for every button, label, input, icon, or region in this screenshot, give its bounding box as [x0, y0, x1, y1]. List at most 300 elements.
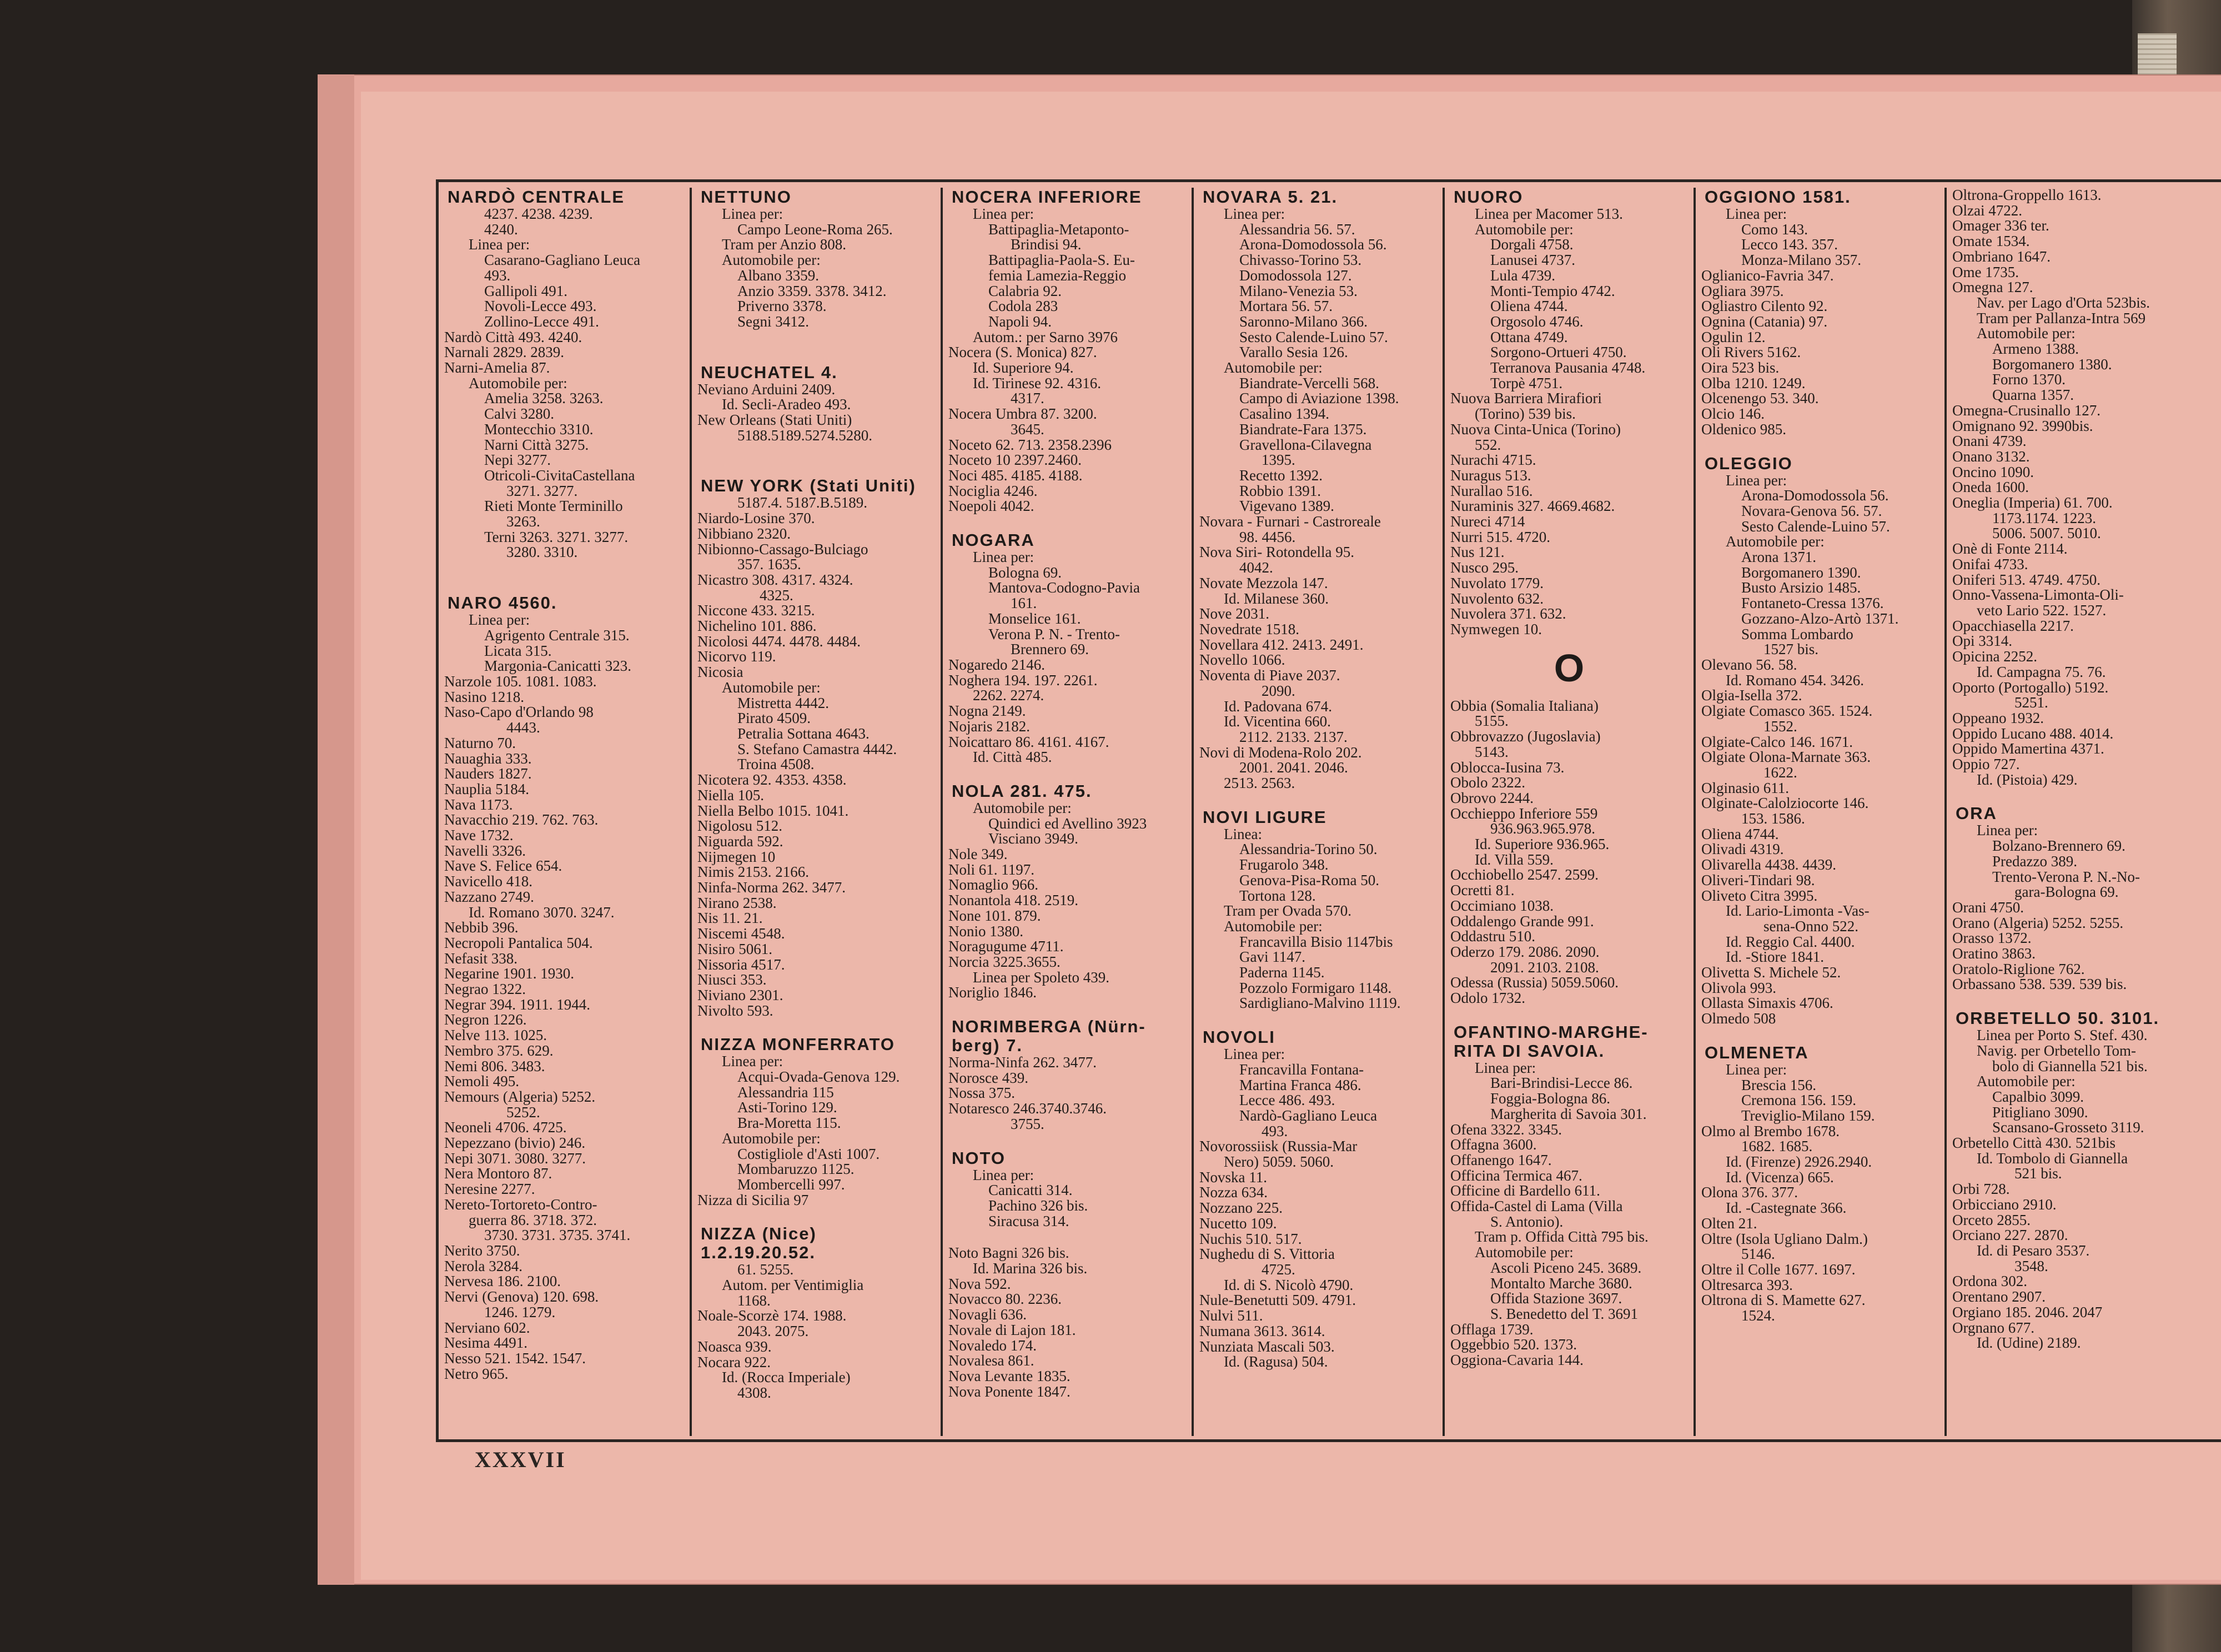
- index-subentry: Arona 1371.: [1741, 549, 1816, 566]
- spacer: [948, 1229, 1186, 1246]
- index-subentry: 1527 bis.: [1763, 641, 1819, 658]
- index-entry: Narzole 105. 1081. 1083.: [444, 672, 597, 690]
- index-subentry: Linea:: [1224, 825, 1262, 842]
- index-subentry: 1395.: [1262, 451, 1295, 469]
- index-subentry: 1246. 1279.: [484, 1303, 556, 1320]
- index-subentry: Mombercelli 997.: [737, 1176, 845, 1193]
- index-entry: Nibionno-Cassago-Bulciago: [697, 540, 868, 558]
- index-entry: Noale-Scorzè 174. 1988.: [697, 1307, 847, 1324]
- index-entry: Nuova Barriera Mirafiori: [1450, 390, 1602, 407]
- index-subentry: 98. 4456.: [1239, 528, 1296, 545]
- index-subentry: Rieti Monte Terminillo: [484, 498, 623, 515]
- spacer: [444, 560, 684, 577]
- index-subentry: Id. Romano 3070. 3247.: [469, 903, 615, 921]
- index-subentry: 5252.: [506, 1103, 540, 1121]
- index-entry: Olzai 4722.: [1952, 202, 2022, 219]
- index-entry: Niardo-Losine 370.: [697, 510, 815, 527]
- index-entry: Nichelino 101. 886.: [697, 617, 817, 635]
- index-entry: Nociglia 4246.: [948, 482, 1038, 499]
- index-subentry: Biandrate-Fara 1375.: [1239, 420, 1367, 438]
- index-subentry: Siracusa 314.: [988, 1212, 1069, 1229]
- index-subentry: Sorgono-Ortueri 4750.: [1490, 344, 1627, 361]
- index-entry: Navicello 418.: [444, 873, 532, 890]
- index-entry: Nicorvo 119.: [697, 648, 776, 665]
- index-subentry: Autom. per Ventimiglia: [722, 1277, 864, 1294]
- index-subentry: Oliena 4744.: [1490, 298, 1568, 315]
- spacer: [1952, 787, 2215, 804]
- index-entry: Oltrona di S. Mamette 627.: [1701, 1292, 1866, 1309]
- index-entry: Oglianico-Favria 347.: [1701, 267, 1834, 284]
- index-subentry: Linea per:: [1224, 205, 1285, 222]
- index-entry: Oldenico 985.: [1701, 420, 1786, 438]
- index-subentry: Id. (Ragusa) 504.: [1224, 1353, 1328, 1370]
- index-subentry: Bari-Brindisi-Lecce 86.: [1490, 1074, 1633, 1092]
- index-subentry: Saronno-Milano 366.: [1239, 313, 1368, 330]
- index-subentry: 2513. 2563.: [1224, 775, 1295, 792]
- index-entry: Nureci 4714: [1450, 513, 1525, 530]
- index-subentry: Otricoli-CivitaCastellana: [484, 466, 635, 484]
- index-subentry: Somma Lombardo: [1741, 625, 1853, 642]
- section-heading: NIZZA MONFERRATO: [701, 1035, 896, 1055]
- index-subentry: 5006. 5007. 5010.: [1992, 525, 2101, 542]
- index-entry: Novagli 636.: [948, 1306, 1027, 1323]
- index-entry: Novi di Modena-Rolo 202.: [1199, 744, 1362, 761]
- index-entry: Nazzano 2749.: [444, 888, 534, 905]
- section-heading: berg) 7.: [952, 1036, 1023, 1056]
- index-subentry: Gavi 1147.: [1239, 948, 1305, 966]
- index-subentry: Vigevano 1389.: [1239, 498, 1334, 515]
- index-entry: Novedrate 1518.: [1199, 620, 1299, 637]
- index-subentry: Gravellona-Cilavegna: [1239, 436, 1372, 453]
- index-entry: Navelli 3326.: [444, 842, 526, 859]
- index-subentry: Automobile per:: [1977, 1073, 2076, 1090]
- index-subentry: Priverno 3378.: [737, 298, 827, 315]
- index-subentry: Linea per:: [1977, 822, 2038, 839]
- section-heading: NOVI LIGURE: [1203, 807, 1327, 827]
- index-subentry: Automobile per:: [1977, 325, 2076, 342]
- index-entry: Naso-Capo d'Orlando 98: [444, 704, 594, 721]
- index-subentry: 3645.: [1011, 420, 1044, 438]
- index-entry: Onè di Fonte 2114.: [1952, 540, 2068, 558]
- index-subentry: 161.: [1011, 595, 1037, 612]
- index-subentry: Alessandria 115: [737, 1083, 834, 1101]
- index-entry: Niccone 433. 3215.: [697, 602, 815, 619]
- index-entry: Onani 4739.: [1952, 433, 2027, 450]
- index-subentry: Nardò-Gagliano Leuca: [1239, 1107, 1378, 1124]
- index-entry: Olona 376. 377.: [1701, 1184, 1798, 1201]
- index-subentry: veto Lario 522. 1527.: [1977, 601, 2107, 619]
- index-subentry: Lula 4739.: [1490, 267, 1555, 284]
- index-subentry: 1682. 1685.: [1741, 1138, 1813, 1155]
- index-entry: Offanengo 1647.: [1450, 1151, 1552, 1168]
- index-subentry: Francavilla Fontana-: [1239, 1061, 1364, 1078]
- index-subentry: Como 143.: [1741, 220, 1808, 238]
- index-entry: Nemi 806. 3483.: [444, 1057, 545, 1074]
- index-subentry: Monti-Tempio 4742.: [1490, 282, 1615, 299]
- index-subentry: Predazzo 389.: [1992, 852, 2077, 870]
- index-subentry: Segni 3412.: [737, 313, 810, 330]
- index-entry: Opacchiasella 2217.: [1952, 617, 2074, 634]
- section-heading: NIZZA (Nice) 1.2.19.20.52.: [701, 1224, 817, 1263]
- index-subentry: Brescia 156.: [1741, 1076, 1816, 1093]
- index-entry: Oncino 1090.: [1952, 463, 2034, 480]
- index-subentry: 153. 1586.: [1741, 810, 1805, 827]
- index-entry: Nervesa 186. 2100.: [444, 1273, 561, 1290]
- index-entry: Olgia-Isella 372.: [1701, 687, 1802, 704]
- index-entry: Nule-Benetutti 509. 4791.: [1199, 1292, 1356, 1309]
- index-subentry: 2112. 2133. 2137.: [1239, 728, 1348, 745]
- index-entry: Nerito 3750.: [444, 1242, 520, 1259]
- index-entry: Necropoli Pantalica 504.: [444, 934, 593, 951]
- index-entry: Oblocca-Iusina 73.: [1450, 759, 1565, 776]
- index-subentry: Lanusei 4737.: [1490, 252, 1575, 269]
- index-subentry: Id. Lario-Limonta -Vas-: [1726, 902, 1870, 920]
- index-entry: Nonantola 418. 2519.: [948, 892, 1078, 909]
- index-subentry: 2262. 2274.: [973, 687, 1044, 704]
- section-heading: NEUCHATEL 4.: [701, 362, 838, 382]
- spacer: [1701, 438, 1939, 454]
- index-subentry: Id. Campagna 75. 76.: [1977, 663, 2106, 680]
- index-subentry: Agrigento Centrale 315.: [484, 626, 630, 644]
- index-subentry: Paderna 1145.: [1239, 964, 1325, 981]
- index-entry: Onifai 4733.: [1952, 555, 2028, 573]
- index-subentry: 2091. 2103. 2108.: [1490, 958, 1599, 976]
- index-subentry: 552.: [1475, 436, 1501, 453]
- index-entry: Noli 61. 1197.: [948, 861, 1034, 878]
- index-subentry: bolo di Giannella 521 bis.: [1992, 1057, 2148, 1074]
- index-subentry: 1622.: [1763, 764, 1797, 781]
- index-entry: Numana 3613. 3614.: [1199, 1322, 1325, 1339]
- index-subentry: Torpè 4751.: [1490, 374, 1563, 391]
- index-entry: Nova Ponente 1847.: [948, 1383, 1071, 1400]
- index-entry: Nerviano 602.: [444, 1319, 530, 1336]
- index-entry: Niella 105.: [697, 786, 764, 804]
- section-heading: OLMENETA: [1705, 1042, 1809, 1062]
- index-entry: Naturno 70.: [444, 734, 516, 751]
- index-subentry: Margonia-Canicatti 323.: [484, 657, 631, 675]
- index-subentry: 936.963.965.978.: [1490, 820, 1595, 837]
- index-subentry: 357. 1635.: [737, 556, 801, 573]
- index-entry: Niusci 353.: [697, 971, 767, 988]
- index-subentry: 3280. 3310.: [506, 544, 578, 561]
- index-column: [1694, 188, 1944, 1436]
- index-subentry: Automobile per:: [973, 799, 1072, 816]
- index-entry: Nera Montoro 87.: [444, 1165, 552, 1182]
- index-entry: Omegna 127.: [1952, 279, 2033, 296]
- index-subentry: 4443.: [506, 719, 540, 736]
- index-subentry: Napoli 94.: [988, 313, 1052, 330]
- index-entry: Niscemi 4548.: [697, 925, 785, 942]
- index-subentry: Lecco 143. 357.: [1741, 236, 1838, 253]
- index-entry: Nivolto 593.: [697, 1002, 773, 1019]
- index-entry: Niguarda 592.: [697, 832, 783, 850]
- index-entry: Novello 1066.: [1199, 651, 1285, 669]
- index-entry: Noriglio 1846.: [948, 984, 1037, 1001]
- index-entry: Nisiro 5061.: [697, 940, 772, 957]
- index-entry: Orgnano 677.: [1952, 1319, 2034, 1336]
- index-entry: Oddalengo Grande 991.: [1450, 912, 1594, 930]
- index-subentry: Narni Città 3275.: [484, 436, 589, 453]
- index-entry: Nove 2031.: [1199, 605, 1269, 622]
- index-entry: Orbetello Città 430. 521bis: [1952, 1134, 2116, 1152]
- index-subentry: Bologna 69.: [988, 564, 1062, 581]
- spacer: [948, 1001, 1186, 1017]
- index-entry: Nole 349.: [948, 846, 1008, 863]
- index-entry: Oltrona-Groppello 1613.: [1952, 188, 2102, 203]
- index-subentry: Biandrate-Vercelli 568.: [1239, 374, 1379, 391]
- index-column: [690, 188, 941, 1436]
- index-entry: Oltresarca 393.: [1701, 1276, 1793, 1293]
- index-entry: Novacco 80. 2236.: [948, 1291, 1062, 1308]
- index-subentry: Id. Padovana 674.: [1224, 697, 1332, 715]
- index-entry: Noventa di Piave 2037.: [1199, 667, 1340, 684]
- index-entry: Nughedu di S. Vittoria: [1199, 1246, 1335, 1263]
- letter-divider: O: [1554, 646, 1585, 690]
- spacer: [948, 514, 1186, 531]
- section-heading: NOGARA: [952, 530, 1035, 550]
- index-entry: Nozza 634.: [1199, 1184, 1268, 1201]
- index-subentry: Francavilla Bisio 1147bis: [1239, 933, 1393, 950]
- index-subentry: 5143.: [1475, 743, 1509, 760]
- index-subentry: 3263.: [506, 513, 540, 530]
- index-subentry: Alessandria 56. 57.: [1239, 220, 1355, 238]
- index-entry: Olivarella 4438. 4439.: [1701, 856, 1836, 873]
- index-subentry: Ottana 4749.: [1490, 328, 1568, 345]
- index-entry: Nesso 521. 1542. 1547.: [444, 1349, 586, 1367]
- index-subentry: gara-Bologna 69.: [2014, 883, 2119, 901]
- index-entry: Novska 11.: [1199, 1168, 1267, 1186]
- paper-fold: [318, 74, 354, 1585]
- index-entry: Offlaga 1739.: [1450, 1320, 1534, 1338]
- index-entry: Nozzano 225.: [1199, 1199, 1283, 1217]
- index-entry: Oliveri-Tindari 98.: [1701, 871, 1815, 888]
- index-subentry: 4325.: [760, 586, 793, 604]
- index-entry: Negrao 1322.: [444, 981, 526, 998]
- index-subentry: 5187.4. 5187.B.5189.: [737, 494, 868, 511]
- index-entry: Orbicciano 2910.: [1952, 1196, 2057, 1213]
- index-subentry: guerra 86. 3718. 372.: [469, 1211, 597, 1228]
- index-entry: Novaledo 174.: [948, 1337, 1037, 1354]
- index-subentry: 521 bis.: [2014, 1165, 2062, 1182]
- index-subentry: Linea per:: [469, 611, 530, 629]
- index-entry: Norma-Ninfa 262. 3477.: [948, 1054, 1097, 1071]
- index-subentry: Petralia Sottana 4643.: [737, 725, 870, 742]
- index-subentry: Trento-Verona P. N.-No-: [1992, 868, 2140, 885]
- index-column: [1443, 188, 1694, 1436]
- index-column: [941, 188, 1192, 1436]
- index-subentry: Mortara 56. 57.: [1239, 298, 1333, 315]
- spacer: [1952, 992, 2215, 1009]
- index-subentry: Dorgali 4758.: [1490, 236, 1574, 253]
- index-entry: Narni-Amelia 87.: [444, 359, 550, 376]
- index-subentry: 2043. 2075.: [737, 1323, 809, 1340]
- index-entry: Oira 523 bis.: [1701, 359, 1780, 376]
- index-entry: Orceto 2855.: [1952, 1211, 2031, 1228]
- index-subentry: Linea per Macomer 513.: [1475, 205, 1623, 222]
- index-entry: Noasca 939.: [697, 1338, 772, 1355]
- index-entry: Omegna-Crusinallo 127.: [1952, 401, 2101, 419]
- index-entry: Nepi 3071. 3080. 3277.: [444, 1149, 586, 1167]
- section-heading: RITA DI SAVOIA.: [1454, 1041, 1605, 1061]
- index-subentry: Robbio 1391.: [1239, 482, 1321, 499]
- index-subentry: Id. di S. Nicolò 4790.: [1224, 1276, 1354, 1293]
- index-entry: Olivetta S. Michele 52.: [1701, 964, 1841, 981]
- spacer: [697, 443, 935, 460]
- index-entry: Obolo 2322.: [1450, 774, 1525, 791]
- index-entry: Olcenengo 53. 340.: [1701, 390, 1819, 407]
- index-subentry: 3755.: [1011, 1115, 1044, 1132]
- index-subentry: Quindici ed Avellino 3923: [988, 815, 1147, 832]
- index-subentry: Id. (Pistoia) 429.: [1977, 771, 2078, 788]
- spacer: [697, 330, 935, 347]
- index-subentry: 4308.: [737, 1384, 771, 1401]
- index-subentry: 1552.: [1763, 717, 1797, 735]
- index-column: [1192, 188, 1443, 1436]
- index-subentry: Autom.: per Sarno 3976: [973, 328, 1118, 345]
- index-entry: Nepezzano (bivio) 246.: [444, 1134, 586, 1152]
- index-entry: Olevano 56. 58.: [1701, 656, 1797, 673]
- index-subentry: Gozzano-Alzo-Artò 1371.: [1741, 610, 1899, 627]
- index-subentry: Troina 4508.: [737, 756, 815, 773]
- spacer: [697, 347, 935, 363]
- index-subentry: Campo Leone-Roma 265.: [737, 220, 893, 238]
- index-subentry: Armeno 1388.: [1992, 340, 2079, 358]
- index-subentry: Recetto 1392.: [1239, 466, 1323, 484]
- index-subentry: Alessandria-Torino 50.: [1239, 841, 1378, 858]
- index-entry: Noepoli 4042.: [948, 498, 1034, 515]
- index-entry: Oli Rivers 5162.: [1701, 344, 1801, 361]
- index-entry: Novara - Furnari - Castroreale: [1199, 513, 1381, 530]
- index-entry: Noghera 194. 197. 2261.: [948, 671, 1098, 689]
- index-entry: Opi 3314.: [1952, 632, 2012, 650]
- index-entry: Officina Termica 467.: [1450, 1167, 1582, 1184]
- index-entry: Oggebbio 520. 1373.: [1450, 1336, 1577, 1353]
- index-subentry: Pozzolo Formigaro 1148.: [1239, 979, 1392, 996]
- index-entry: Nova Levante 1835.: [948, 1368, 1071, 1384]
- index-subentry: Id. Vicentina 660.: [1224, 713, 1331, 730]
- spacer: [1199, 1011, 1437, 1028]
- index-entry: Nava 1173.: [444, 796, 513, 813]
- index-entry: Novale di Lajon 181.: [948, 1321, 1076, 1338]
- index-subentry: Varallo Sesia 126.: [1239, 344, 1348, 361]
- index-subentry: 2090.: [1262, 682, 1295, 699]
- index-subentry: Visciano 3949.: [988, 830, 1078, 847]
- index-entry: Omate 1534.: [1952, 233, 2030, 250]
- index-subentry: Nero) 5059. 5060.: [1224, 1153, 1334, 1171]
- index-subentry: Linea per:: [1475, 1059, 1536, 1076]
- index-entry: Nauaghia 333.: [444, 750, 532, 767]
- index-subentry: Id. -Castegnate 366.: [1726, 1199, 1847, 1217]
- index-entry: Nocara 922.: [697, 1353, 771, 1370]
- index-entry: Oporto (Portogallo) 5192.: [1952, 679, 2109, 696]
- index-subentry: Terni 3263. 3271. 3277.: [484, 528, 629, 545]
- index-entry: Olginasio 611.: [1701, 779, 1789, 796]
- index-entry: Nurachi 4715.: [1450, 451, 1536, 469]
- index-entry: Novorossiisk (Russia-Mar: [1199, 1138, 1358, 1155]
- index-subentry: Linea per:: [973, 205, 1034, 222]
- index-subentry: Monza-Milano 357.: [1741, 252, 1861, 269]
- index-subentry: Battipaglia-Paola-S. Eu-: [988, 252, 1135, 269]
- index-subentry: Terranova Pausania 4748.: [1490, 359, 1646, 376]
- index-subentry: 5146.: [1741, 1246, 1775, 1263]
- index-entry: Oderzo 179. 2086. 2090.: [1450, 943, 1600, 960]
- index-entry: Nave S. Felice 654.: [444, 857, 562, 875]
- index-entry: Olten 21.: [1701, 1214, 1757, 1232]
- index-subentry: Mistretta 4442.: [737, 694, 829, 711]
- index-subentry: Milano-Venezia 53.: [1239, 282, 1358, 299]
- index-subentry: Campo di Aviazione 1398.: [1239, 390, 1399, 407]
- index-entry: Orasso 1372.: [1952, 930, 2032, 947]
- index-entry: Offida-Castel di Lama (Villa: [1450, 1198, 1623, 1215]
- index-subentry: Tram per Anzio 808.: [722, 236, 846, 253]
- index-subentry: 3730. 3731. 3735. 3741.: [484, 1227, 631, 1244]
- index-subentry: S. Benedetto del T. 3691: [1490, 1305, 1638, 1322]
- index-entry: Ofena 3322. 3345.: [1450, 1121, 1562, 1138]
- index-entry: Nomaglio 966.: [948, 876, 1038, 893]
- index-entry: Ogliara 3975.: [1701, 282, 1784, 299]
- spacer: [697, 1208, 935, 1224]
- section-heading: OFANTINO-MARGHE-: [1454, 1022, 1649, 1042]
- index-entry: Nogaredo 2146.: [948, 656, 1045, 673]
- index-subentry: Genova-Pisa-Roma 50.: [1239, 871, 1379, 888]
- index-subentry: Borgomanero 1380.: [1992, 355, 2112, 373]
- index-entry: Oddastru 510.: [1450, 928, 1535, 945]
- index-subentry: 4725.: [1262, 1261, 1295, 1278]
- index-entry: Oppido Mamertina 4371.: [1952, 740, 2104, 757]
- section-heading: NEW YORK (Stati Uniti): [701, 476, 916, 496]
- index-subentry: Borgomanero 1390.: [1741, 564, 1861, 581]
- index-entry: Nuraminis 327. 4669.4682.: [1450, 498, 1615, 515]
- index-subentry: Id. Secli-Aradeo 493.: [722, 396, 851, 413]
- index-subentry: Calvi 3280.: [484, 405, 554, 423]
- index-entry: Orani 4750.: [1952, 898, 2024, 916]
- index-entry: Neoneli 4706. 4725.: [444, 1119, 567, 1136]
- index-entry: Navacchio 219. 762. 763.: [444, 811, 599, 828]
- index-entry: Nuvolera 371. 632.: [1450, 605, 1566, 622]
- index-entry: Ocretti 81.: [1450, 882, 1515, 899]
- index-subentry: Tram per Pallanza-Intra 569: [1977, 309, 2146, 327]
- index-entry: Nova Siri- Rotondella 95.: [1199, 544, 1354, 561]
- index-subentry: S. Stefano Camastra 4442.: [737, 740, 897, 757]
- index-entry: Oliveto Citra 3995.: [1701, 887, 1818, 904]
- index-entry: Noceto 62. 713. 2358.2396: [948, 436, 1112, 453]
- index-subentry: Busto Arsizio 1485.: [1741, 579, 1861, 596]
- index-entry: Oneglia (Imperia) 61. 700.: [1952, 494, 2113, 511]
- index-entry: Negron 1226.: [444, 1011, 527, 1028]
- index-subentry: Id. -Stiore 1841.: [1726, 948, 1824, 966]
- index-subentry: Novoli-Lecce 493.: [484, 298, 597, 315]
- index-entry: Nocera (S. Monica) 827.: [948, 344, 1097, 361]
- index-entry: None 101. 879.: [948, 907, 1041, 924]
- index-subentry: Zollino-Lecce 491.: [484, 313, 599, 330]
- index-entry: Noicattaro 86. 4161. 4167.: [948, 733, 1109, 750]
- index-subentry: Linea per:: [1726, 471, 1787, 489]
- spacer: [1199, 791, 1437, 808]
- index-entry: Oneda 1600.: [1952, 479, 2029, 496]
- section-heading: OLEGGIO: [1705, 453, 1793, 473]
- index-subentry: Orgosolo 4746.: [1490, 313, 1584, 330]
- index-subentry: 61. 5255.: [737, 1261, 794, 1278]
- index-entry: Obrovo 2244.: [1450, 789, 1534, 806]
- index-entry: Niviano 2301.: [697, 986, 783, 1003]
- index-entry: Nauders 1827.: [444, 765, 532, 782]
- index-entry: Orciano 227. 2870.: [1952, 1227, 2068, 1244]
- index-entry: Nizza di Sicilia 97: [697, 1191, 809, 1208]
- index-entry: Negarine 1901. 1930.: [444, 965, 574, 982]
- index-subentry: Automobile per:: [1224, 917, 1323, 935]
- index-entry: Orbassano 538. 539. 539 bis.: [1952, 976, 2127, 993]
- index-subentry: Id. Marina 326 bis.: [973, 1260, 1088, 1277]
